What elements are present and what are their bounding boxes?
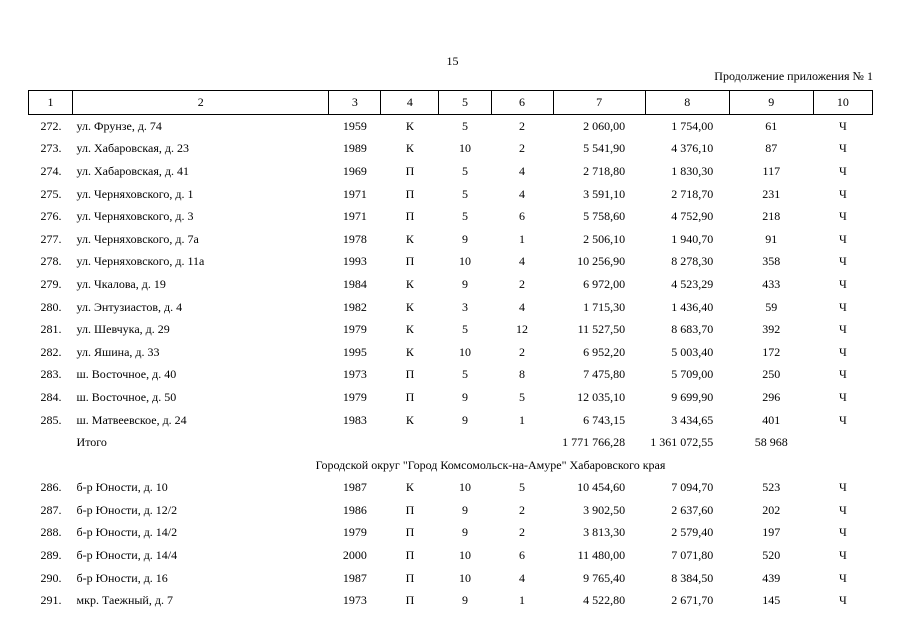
cell-col-10: Ч xyxy=(839,163,847,178)
cell-col-4: П xyxy=(405,254,415,269)
cell-col-5: 3 xyxy=(461,299,468,314)
cell-col-4: П xyxy=(405,593,415,608)
cell-col-8: 4 523,29 xyxy=(671,276,714,291)
cell-col-2: ш. Матвеевское, д. 24 xyxy=(76,412,187,427)
cell-col-10: Ч xyxy=(839,322,847,337)
cell-col-7: 6 743,15 xyxy=(583,412,626,427)
cell-col-1: 278. xyxy=(40,254,62,269)
cell-col-6: 2 xyxy=(519,276,526,291)
cell-col-6: 4 xyxy=(519,163,526,178)
cell-col-3: 1979 xyxy=(342,322,367,337)
cell-col-9: 59 xyxy=(765,299,778,314)
cell-col-7: 3 591,10 xyxy=(583,186,626,201)
cell-col-7: 3 902,50 xyxy=(583,502,626,517)
cell-col-3: 2000 xyxy=(342,548,367,563)
table-row xyxy=(29,499,873,522)
section-title: Городской округ "Город Комсомольск-на-Амуре" Хабаровского края xyxy=(315,457,666,472)
cell-col-6: 2 xyxy=(519,141,526,156)
cell-col-2: ул. Хабаровская, д. 41 xyxy=(76,163,189,178)
cell-col-6: 5 xyxy=(519,480,526,495)
cell-col-3: 1989 xyxy=(342,141,367,156)
cell-col-7: 1 715,30 xyxy=(583,299,626,314)
cell-col-8: 8 384,50 xyxy=(671,570,714,585)
cell-col-3: 1973 xyxy=(342,367,367,382)
cell-col-8: 1 754,00 xyxy=(671,118,714,133)
page-caption: Продолжение приложения № 1 xyxy=(714,69,873,83)
cell-col-5: 5 xyxy=(461,322,468,337)
cell-col-2: ул. Черняховского, д. 1 xyxy=(76,186,194,201)
cell-col-1: 273. xyxy=(40,141,62,156)
cell-col-1: 286. xyxy=(40,480,62,495)
cell-col-5: 9 xyxy=(461,502,468,517)
cell-col-6: 2 xyxy=(519,525,526,540)
cell-col-5: 9 xyxy=(461,276,468,291)
cell-col-5: 10 xyxy=(458,344,471,359)
cell-col-2: б-р Юности, д. 16 xyxy=(76,570,168,585)
cell-col-3: 1983 xyxy=(342,412,367,427)
cell-col-7: 12 035,10 xyxy=(577,389,626,404)
column-header-8: 8 xyxy=(645,91,729,115)
total-area: 1 771 766,28 xyxy=(562,435,626,450)
cell-col-9: 172 xyxy=(762,344,781,359)
cell-col-6: 6 xyxy=(519,548,526,563)
cell-col-3: 1959 xyxy=(342,118,367,133)
cell-col-4: К xyxy=(405,412,414,427)
cell-col-5: 9 xyxy=(461,389,468,404)
cell-col-5: 9 xyxy=(461,412,468,427)
column-header-3: 3 xyxy=(329,91,381,115)
cell-col-1: 272. xyxy=(40,118,62,133)
cell-col-3: 1984 xyxy=(342,276,367,291)
cell-col-2: ул. Яшина, д. 33 xyxy=(76,344,160,359)
cell-col-1: 289. xyxy=(40,548,62,563)
table-row xyxy=(29,386,873,409)
cell-col-1: 277. xyxy=(40,231,62,246)
cell-col-4: П xyxy=(405,186,415,201)
cell-col-6: 8 xyxy=(519,367,526,382)
cell-col-4: К xyxy=(405,276,414,291)
cell-col-2: ул. Черняховского, д. 3 xyxy=(76,209,194,224)
table-row xyxy=(29,477,873,500)
cell-col-6: 4 xyxy=(519,254,526,269)
cell-col-7: 9 765,40 xyxy=(583,570,626,585)
cell-col-9: 231 xyxy=(762,186,781,201)
cell-col-10: Ч xyxy=(839,254,847,269)
cell-col-5: 9 xyxy=(461,231,468,246)
cell-col-5: 5 xyxy=(461,367,468,382)
cell-col-4: К xyxy=(405,118,414,133)
table-header-row xyxy=(29,91,873,115)
cell-col-7: 2 060,00 xyxy=(583,118,626,133)
page-number: 15 xyxy=(446,54,459,68)
cell-col-7: 2 506,10 xyxy=(583,231,626,246)
cell-col-1: 287. xyxy=(40,502,62,517)
cell-col-7: 2 718,80 xyxy=(583,163,626,178)
table-row xyxy=(29,228,873,251)
cell-col-1: 275. xyxy=(40,186,62,201)
cell-col-6: 2 xyxy=(519,118,526,133)
cell-col-4: П xyxy=(405,570,415,585)
cell-col-7: 5 758,60 xyxy=(583,209,626,224)
cell-col-4: П xyxy=(405,163,415,178)
cell-col-9: 523 xyxy=(762,480,781,495)
cell-col-5: 10 xyxy=(458,141,471,156)
cell-col-4: К xyxy=(405,141,414,156)
table-row xyxy=(29,567,873,590)
cell-col-9: 392 xyxy=(762,322,781,337)
cell-col-9: 87 xyxy=(765,141,778,156)
cell-col-3: 1993 xyxy=(342,254,367,269)
cell-col-8: 2 579,40 xyxy=(671,525,714,540)
table-row xyxy=(29,544,873,567)
table-row xyxy=(29,589,873,612)
cell-col-2: ул. Хабаровская, д. 23 xyxy=(76,141,189,156)
cell-col-3: 1995 xyxy=(342,344,367,359)
cell-col-4: П xyxy=(405,209,415,224)
table-row xyxy=(29,409,873,432)
cell-col-4: К xyxy=(405,480,414,495)
cell-col-6: 12 xyxy=(516,322,529,337)
cell-col-10: Ч xyxy=(839,593,847,608)
cell-col-8: 2 637,60 xyxy=(671,502,714,517)
cell-col-5: 10 xyxy=(458,480,471,495)
cell-col-6: 5 xyxy=(519,389,526,404)
cell-col-7: 5 541,90 xyxy=(583,141,626,156)
cell-col-10: Ч xyxy=(839,570,847,585)
cell-col-10: Ч xyxy=(839,276,847,291)
column-header-5: 5 xyxy=(439,91,491,115)
cell-col-2: б-р Юности, д. 14/2 xyxy=(76,525,178,540)
table-row xyxy=(29,296,873,319)
cell-col-8: 9 699,90 xyxy=(671,389,714,404)
cell-col-3: 1978 xyxy=(342,231,367,246)
total-residents: 58 968 xyxy=(754,435,788,450)
cell-col-4: П xyxy=(405,389,415,404)
cell-col-5: 9 xyxy=(461,525,468,540)
cell-col-5: 10 xyxy=(458,570,471,585)
cell-col-6: 1 xyxy=(519,231,526,246)
column-header-6: 6 xyxy=(491,91,553,115)
cell-col-7: 4 522,80 xyxy=(583,593,626,608)
cell-col-3: 1982 xyxy=(342,299,367,314)
cell-col-2: б-р Юности, д. 12/2 xyxy=(76,502,178,517)
cell-col-2: ул. Фрунзе, д. 74 xyxy=(76,118,162,133)
cell-col-5: 5 xyxy=(461,186,468,201)
table-row xyxy=(29,115,873,138)
column-header-4: 4 xyxy=(381,91,439,115)
cell-col-3: 1973 xyxy=(342,593,367,608)
table-row xyxy=(29,522,873,545)
cell-col-10: Ч xyxy=(839,118,847,133)
cell-col-10: Ч xyxy=(839,344,847,359)
cell-col-6: 1 xyxy=(519,412,526,427)
cell-col-1: 283. xyxy=(40,367,62,382)
cell-col-10: Ч xyxy=(839,480,847,495)
cell-col-10: Ч xyxy=(839,548,847,563)
cell-col-6: 2 xyxy=(519,344,526,359)
cell-col-9: 358 xyxy=(762,254,781,269)
cell-col-9: 91 xyxy=(765,231,778,246)
cell-col-3: 1979 xyxy=(342,389,367,404)
cell-col-4: П xyxy=(405,525,415,540)
cell-col-5: 5 xyxy=(461,163,468,178)
table-row xyxy=(29,183,873,206)
cell-col-8: 4 376,10 xyxy=(671,141,714,156)
column-header-9: 9 xyxy=(729,91,813,115)
cell-col-10: Ч xyxy=(839,186,847,201)
cell-col-3: 1969 xyxy=(342,163,367,178)
cell-col-9: 61 xyxy=(765,118,778,133)
cell-col-10: Ч xyxy=(839,209,847,224)
table-row xyxy=(29,273,873,296)
cell-col-3: 1987 xyxy=(342,570,367,585)
cell-col-10: Ч xyxy=(839,141,847,156)
cell-col-9: 145 xyxy=(762,593,781,608)
cell-col-8: 2 718,70 xyxy=(671,186,714,201)
cell-col-8: 1 436,40 xyxy=(671,299,714,314)
section-heading-row xyxy=(29,454,873,477)
cell-col-2: ш. Восточное, д. 40 xyxy=(76,367,177,382)
column-header-7: 7 xyxy=(553,91,645,115)
cell-col-7: 11 480,00 xyxy=(577,548,626,563)
cell-col-8: 7 071,80 xyxy=(671,548,714,563)
cell-col-2: мкр. Таежный, д. 7 xyxy=(76,593,173,608)
cell-col-8: 8 683,70 xyxy=(671,322,714,337)
cell-col-1: 279. xyxy=(40,276,62,291)
cell-col-2: б-р Юности, д. 10 xyxy=(76,480,168,495)
cell-col-7: 10 256,90 xyxy=(577,254,626,269)
cell-col-1: 280. xyxy=(40,299,62,314)
cell-col-1: 282. xyxy=(40,344,62,359)
cell-col-10: Ч xyxy=(839,502,847,517)
column-header-10: 10 xyxy=(813,91,872,115)
cell-col-2: б-р Юности, д. 14/4 xyxy=(76,548,178,563)
cell-col-8: 1 940,70 xyxy=(671,231,714,246)
cell-col-6: 4 xyxy=(519,299,526,314)
cell-col-2: ул. Шевчука, д. 29 xyxy=(76,322,170,337)
cell-col-1: 281. xyxy=(40,322,62,337)
cell-col-6: 1 xyxy=(519,593,526,608)
cell-col-8: 5 003,40 xyxy=(671,344,714,359)
housing-table xyxy=(28,90,873,612)
cell-col-7: 7 475,80 xyxy=(583,367,626,382)
cell-col-2: ш. Восточное, д. 50 xyxy=(76,389,177,404)
column-header-1: 1 xyxy=(29,91,73,115)
total-living-area: 1 361 072,55 xyxy=(650,435,714,450)
cell-col-3: 1979 xyxy=(342,525,367,540)
cell-col-8: 1 830,30 xyxy=(671,163,714,178)
cell-col-9: 520 xyxy=(762,548,781,563)
cell-col-9: 401 xyxy=(762,412,781,427)
cell-col-8: 4 752,90 xyxy=(671,209,714,224)
cell-col-7: 11 527,50 xyxy=(577,322,626,337)
cell-col-2: ул. Черняховского, д. 7а xyxy=(76,231,199,246)
cell-col-9: 197 xyxy=(762,525,781,540)
cell-col-4: П xyxy=(405,502,415,517)
cell-col-3: 1971 xyxy=(342,186,367,201)
cell-col-1: 288. xyxy=(40,525,62,540)
cell-col-9: 250 xyxy=(762,367,781,382)
cell-col-6: 4 xyxy=(519,186,526,201)
cell-col-5: 5 xyxy=(461,209,468,224)
cell-col-4: К xyxy=(405,299,414,314)
cell-col-1: 276. xyxy=(40,209,62,224)
cell-col-8: 2 671,70 xyxy=(671,593,714,608)
cell-col-4: К xyxy=(405,322,414,337)
cell-col-6: 2 xyxy=(519,502,526,517)
table-row xyxy=(29,364,873,387)
table-row xyxy=(29,205,873,228)
cell-col-4: К xyxy=(405,231,414,246)
cell-col-10: Ч xyxy=(839,231,847,246)
cell-col-6: 4 xyxy=(519,570,526,585)
cell-col-1: 285. xyxy=(40,412,62,427)
total-label: Итого xyxy=(76,435,107,450)
cell-col-2: ул. Черняховского, д. 11а xyxy=(76,254,205,269)
cell-col-3: 1971 xyxy=(342,209,367,224)
cell-col-2: ул. Энтузиастов, д. 4 xyxy=(76,299,183,314)
cell-col-7: 6 972,00 xyxy=(583,276,626,291)
cell-col-8: 8 278,30 xyxy=(671,254,714,269)
cell-col-8: 7 094,70 xyxy=(671,480,714,495)
cell-col-10: Ч xyxy=(839,367,847,382)
cell-col-9: 433 xyxy=(762,276,781,291)
cell-col-5: 5 xyxy=(461,118,468,133)
cell-col-9: 439 xyxy=(762,570,781,585)
table-row xyxy=(29,318,873,341)
cell-col-10: Ч xyxy=(839,389,847,404)
cell-col-4: П xyxy=(405,548,415,563)
cell-col-10: Ч xyxy=(839,299,847,314)
table-row xyxy=(29,138,873,161)
table-row xyxy=(29,160,873,183)
column-header-2: 2 xyxy=(73,91,329,115)
cell-col-9: 117 xyxy=(762,163,781,178)
cell-col-5: 10 xyxy=(458,548,471,563)
cell-col-6: 6 xyxy=(519,209,526,224)
cell-col-10: Ч xyxy=(839,525,847,540)
total-row xyxy=(29,431,873,454)
cell-col-1: 290. xyxy=(40,570,62,585)
cell-col-8: 3 434,65 xyxy=(671,412,714,427)
cell-col-3: 1987 xyxy=(342,480,367,495)
table-row xyxy=(29,251,873,274)
cell-col-5: 10 xyxy=(458,254,471,269)
cell-col-9: 296 xyxy=(762,389,781,404)
cell-col-4: К xyxy=(405,344,414,359)
cell-col-7: 10 454,60 xyxy=(577,480,626,495)
cell-col-1: 291. xyxy=(40,593,62,608)
cell-col-9: 218 xyxy=(762,209,781,224)
cell-col-10: Ч xyxy=(839,412,847,427)
cell-col-5: 9 xyxy=(461,593,468,608)
cell-col-8: 5 709,00 xyxy=(671,367,714,382)
table-row xyxy=(29,341,873,364)
cell-col-7: 6 952,20 xyxy=(583,344,626,359)
cell-col-4: П xyxy=(405,367,415,382)
cell-col-2: ул. Чкалова, д. 19 xyxy=(76,276,166,291)
cell-col-1: 274. xyxy=(40,163,62,178)
cell-col-7: 3 813,30 xyxy=(583,525,626,540)
cell-col-9: 202 xyxy=(762,502,781,517)
cell-col-1: 284. xyxy=(40,389,62,404)
cell-col-3: 1986 xyxy=(342,502,367,517)
